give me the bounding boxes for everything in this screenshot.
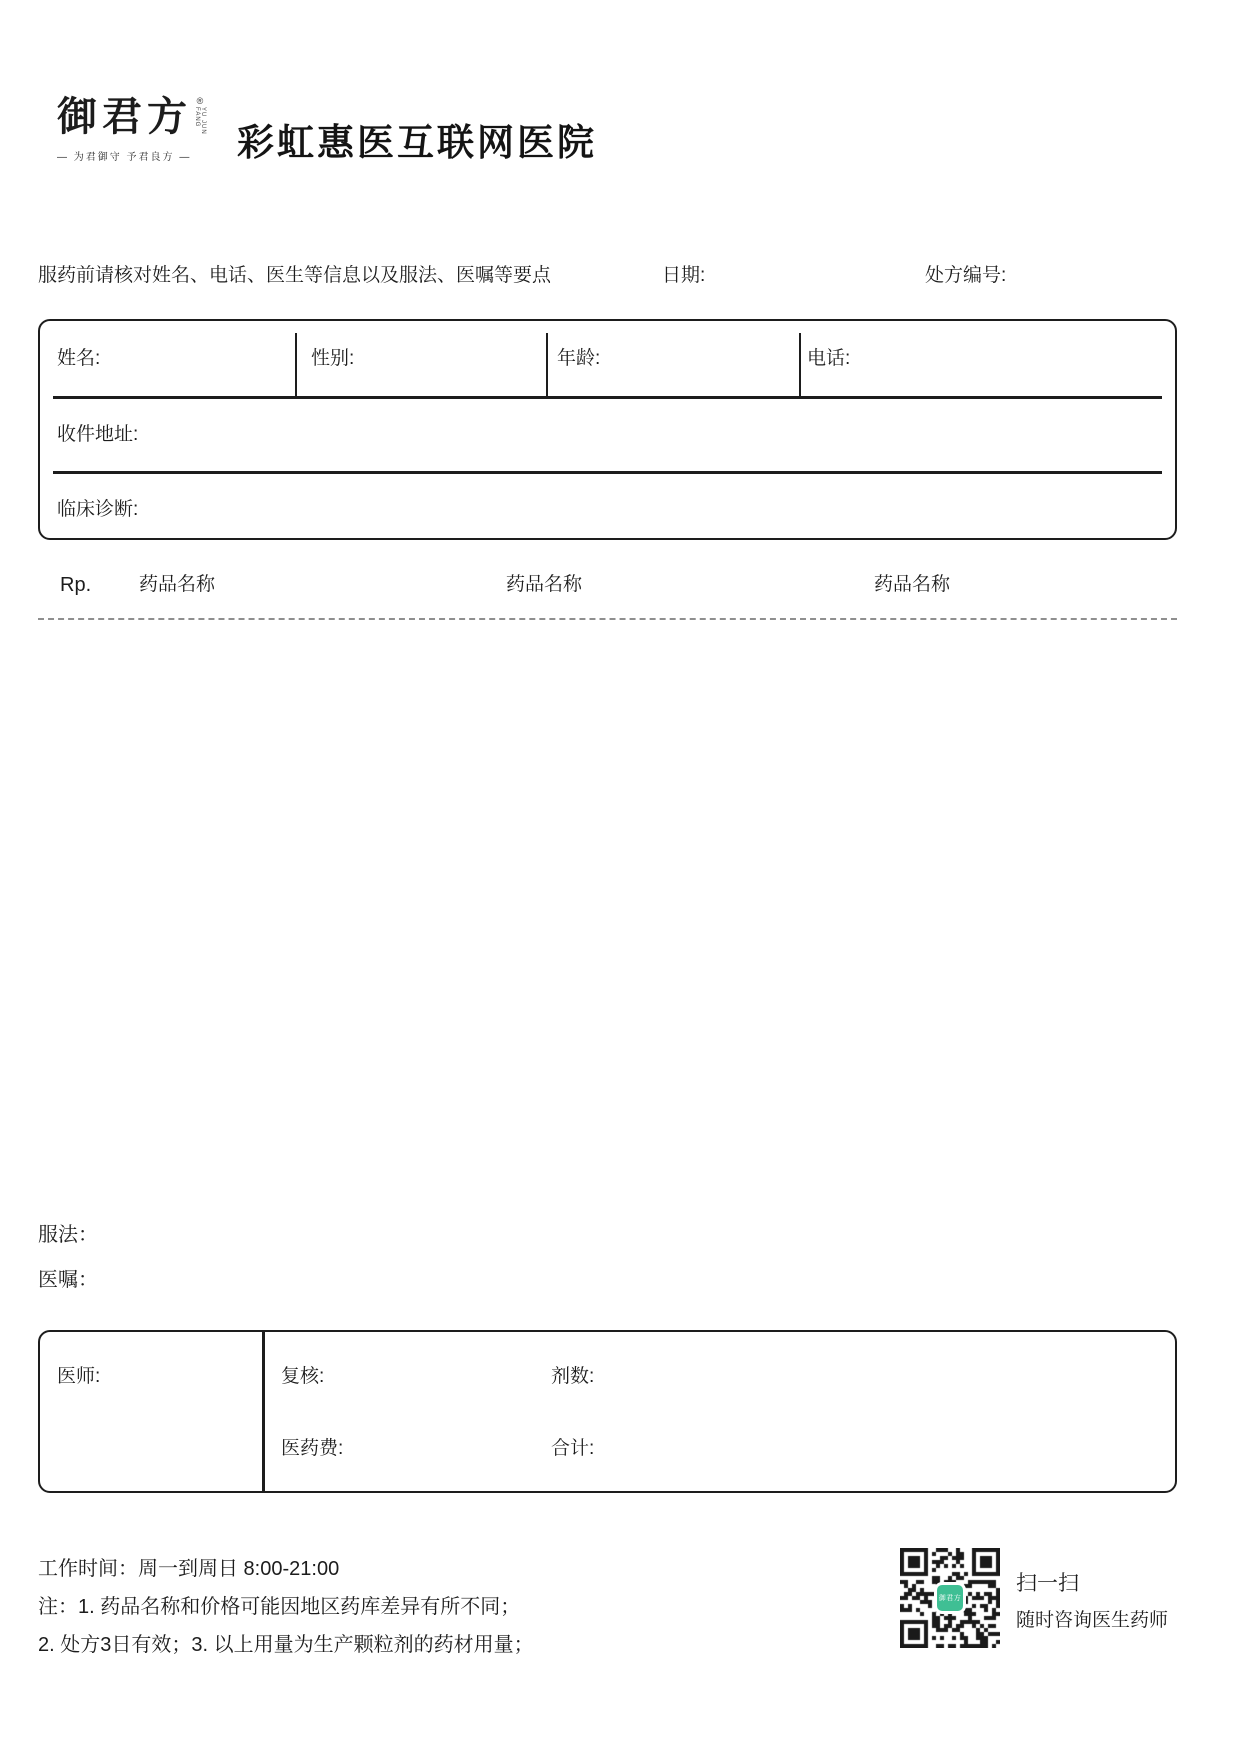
- physician-label: 医师:: [57, 1366, 101, 1387]
- phone-field-label: 电话:: [807, 348, 851, 369]
- address-field-label: 收件地址:: [57, 424, 139, 445]
- patient-info-box: [38, 319, 1177, 540]
- dose-count-label: 剂数:: [551, 1366, 595, 1387]
- signoff-box: [38, 1330, 1177, 1493]
- total-label: 合计:: [551, 1438, 595, 1459]
- signoff-divider: [262, 1332, 265, 1491]
- field-divider: [546, 333, 548, 396]
- registered-trademark-icon: ®: [196, 96, 204, 106]
- qr-code-block: [900, 1548, 1000, 1648]
- gender-field-label: 性别:: [311, 348, 355, 369]
- name-field-label: 姓名:: [57, 348, 101, 369]
- medicine-fee-label: 医药费:: [281, 1438, 344, 1459]
- row-divider: [53, 471, 1162, 474]
- hospital-title: 彩虹惠医互联网医院: [237, 122, 597, 163]
- verification-notice: 服药前请核对姓名、电话、医生等信息以及服法、医嘱等要点: [38, 265, 552, 286]
- brand-logo-pinyin: YU JUN FANG: [194, 107, 206, 135]
- prescription-number-label: 处方编号:: [925, 265, 1007, 286]
- field-divider: [799, 333, 801, 396]
- diagnosis-field-label: 临床诊断:: [57, 499, 139, 520]
- date-label: 日期:: [662, 265, 706, 286]
- note-line-1: 注：1. 药品名称和价格可能因地区药库差异有所不同；: [38, 1596, 521, 1618]
- qr-center-logo: 御君方: [937, 1585, 963, 1611]
- drug-list-dashed-separator: [38, 618, 1177, 620]
- review-label: 复核:: [281, 1366, 325, 1387]
- field-divider: [295, 333, 297, 396]
- usage-label: 服法：: [38, 1224, 98, 1246]
- row-divider: [53, 396, 1162, 399]
- drug-column-header-2: 药品名称: [506, 574, 583, 595]
- brand-logo-text: 御君方: [57, 93, 192, 140]
- age-field-label: 年龄:: [557, 348, 601, 369]
- scan-hint-subtitle: 随时咨询医生药师: [1016, 1610, 1169, 1631]
- brand-logo: [57, 93, 206, 163]
- note-line-2: 2. 处方3日有效；3. 以上用量为生产颗粒剂的药材用量；: [38, 1634, 534, 1656]
- drug-column-header-3: 药品名称: [874, 574, 951, 595]
- drug-column-header-1: 药品名称: [139, 574, 216, 595]
- work-hours-text: 工作时间：周一到周日 8:00-21:00: [38, 1558, 340, 1580]
- brand-tagline: — 为君御守 予君良方 —: [57, 152, 192, 163]
- scan-hint-title: 扫一扫: [1016, 1572, 1079, 1595]
- rp-label: Rp.: [60, 574, 92, 596]
- advice-label: 医嘱：: [38, 1269, 98, 1291]
